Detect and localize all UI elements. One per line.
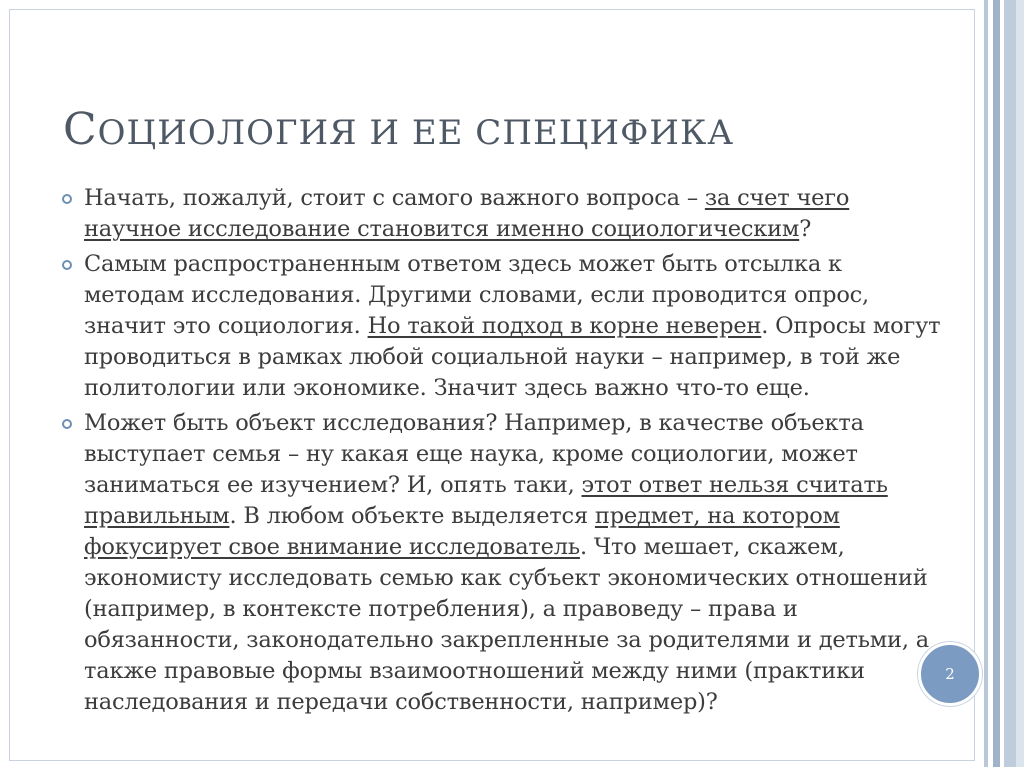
underlined-text: Но такой подход в корне неверен (367, 313, 762, 339)
underlined-text: предмет, на котором фокусирует свое внимание исследователь (84, 503, 840, 560)
bullet-text: . Опросы могут проводиться в рамках любой социальной науки – например, в той же политологии или экономике. Значит здесь важно что-то еще. (84, 313, 941, 401)
stripe (1004, 0, 1016, 767)
title-rest: ОЦИОЛОГИЯ И ЕЕ СПЕЦИФИКА (97, 113, 735, 153)
slide-title (63, 104, 734, 155)
bullet-ring-icon (62, 419, 72, 429)
bullet-text: Самым распространенным ответом здесь может быть отсылка к методам исследования. Другими словами, если проводится опрос, значит это социология. (84, 251, 870, 339)
title-initial: С (63, 104, 98, 155)
bullet-item (62, 183, 942, 245)
bullet-text: . Что мешает, скажем, экономисту исследовать семью как субъект экономических отношений (например, в контексте потребления), а правоведу – права и обязанности, законодательно закрепленные за родителями и детьми, а также правовые формы взаимоотношений между ними (практики наследования и передачи собственности, например)? (84, 534, 929, 715)
stripe (1016, 0, 1024, 767)
underlined-text: этот ответ нельзя считать правильным (84, 472, 888, 529)
page-number-badge: 2 (918, 642, 982, 706)
stripe (984, 0, 988, 767)
bullet-text: ? (799, 216, 812, 242)
decorative-stripes (984, 0, 1024, 767)
stripe (993, 0, 1000, 767)
underlined-text: за счет чего научное исследование становится именно социологическим (84, 185, 850, 242)
bullet-ring-icon (62, 194, 72, 204)
bullet-item (62, 249, 942, 404)
bullet-text: Начать, пожалуй, стоит с самого важного вопроса – (84, 185, 705, 211)
bullet-text: Может быть объект исследования? Например, в качестве объекта выступает семья – ну какая еще наука, кроме социологии, может заниматься ее изучением? И, опять таки, (84, 410, 864, 498)
bullet-list (62, 183, 942, 722)
bullet-ring-icon (62, 260, 72, 270)
bullet-item (62, 408, 942, 718)
bullet-text: . В любом объекте выделяется (229, 503, 595, 529)
